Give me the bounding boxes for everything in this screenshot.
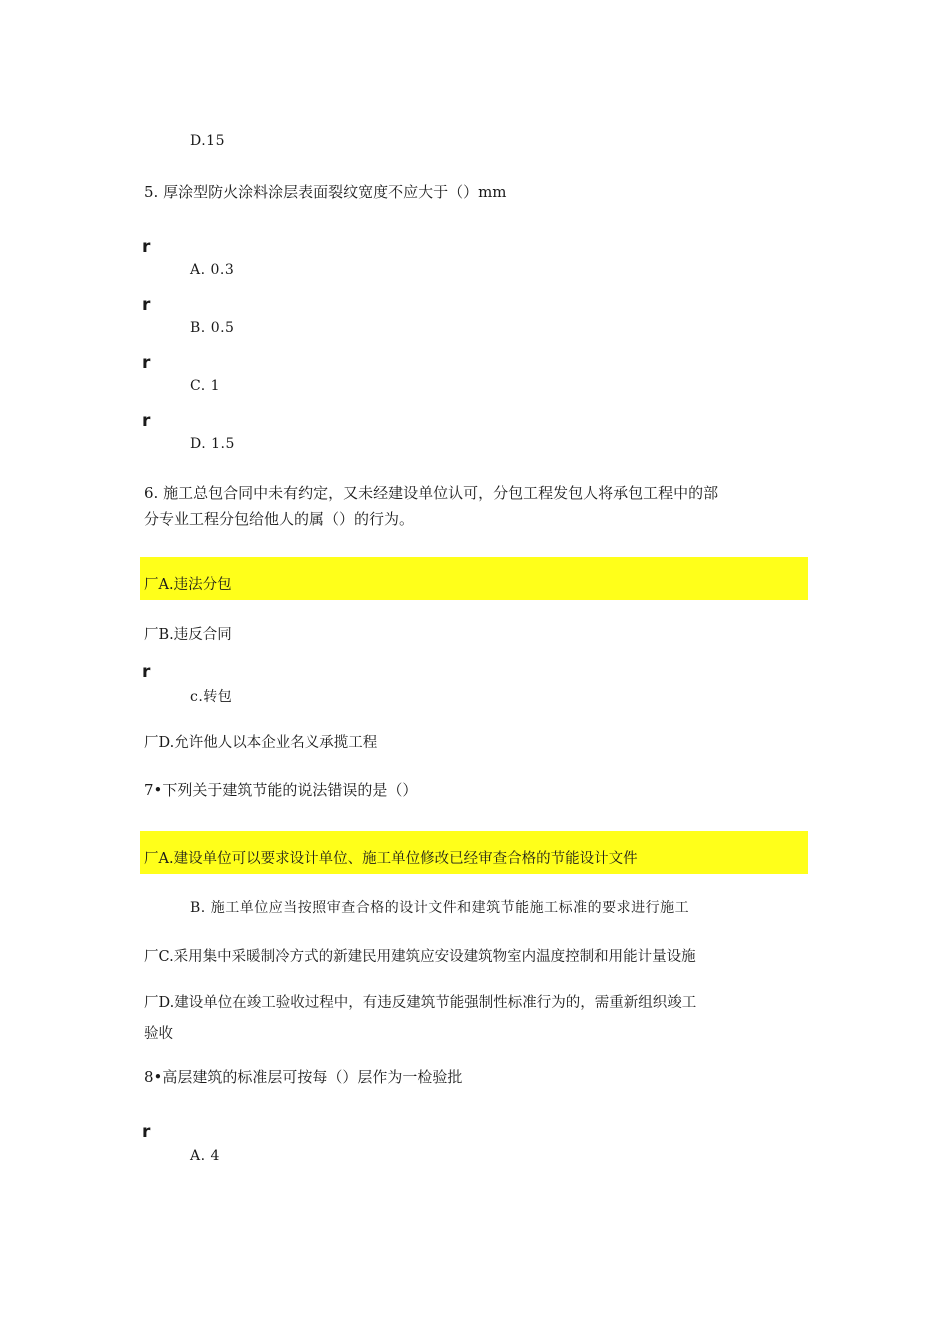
question-6-line-1: 6. 施工总包合同中未有约定，又未经建设单位认可，分包工程发包人将承包工程中的部 [144,484,719,502]
radio-icon[interactable]: r [142,411,151,431]
q7-option-d-line-2[interactable]: 验收 [144,1026,173,1042]
q5-option-a[interactable]: A. 0.3 [190,262,235,278]
q6-option-c[interactable]: c.转包 [190,689,233,705]
q5-option-c[interactable]: C. 1 [190,378,221,394]
question-7: 7•下列关于建筑节能的说法错误的是（） [144,781,418,799]
q7-option-a[interactable]: 厂A.建设单位可以要求设计单位、施工单位修改已经审查合格的节能设计文件 [144,851,638,867]
q6-option-d[interactable]: 厂D.允许他人以本企业名义承揽工程 [144,735,378,751]
radio-icon[interactable]: r [142,237,151,257]
radio-icon[interactable]: r [142,1122,151,1142]
highlight-q6-a [140,557,808,600]
question-8: 8•高层建筑的标准层可按每（）层作为一检验批 [144,1068,463,1086]
question-5: 5. 厚涂型防火涂料涂层表面裂纹宽度不应大于（）mm [144,183,507,201]
q6-option-a[interactable]: 厂A.违法分包 [144,577,232,593]
q7-option-c[interactable]: 厂C.采用集中采暖制冷方式的新建民用建筑应安设建筑物室内温度控制和用能计量设施 [144,949,696,965]
q4-option-d[interactable]: D.15 [190,133,225,149]
q7-option-d-line-1[interactable]: 厂D.建设单位在竣工验收过程中，有违反建筑节能强制性标准行为的，需重新组织竣工 [144,995,697,1011]
q8-option-a[interactable]: A. 4 [190,1148,220,1164]
q7-option-b[interactable]: B. 施工单位应当按照审查合格的设计文件和建筑节能施工标准的要求进行施工 [190,900,690,916]
q6-option-b[interactable]: 厂B.违反合同 [144,627,232,643]
radio-icon[interactable]: r [142,662,151,682]
q5-option-d[interactable]: D. 1.5 [190,436,235,452]
radio-icon[interactable]: r [142,353,151,373]
question-6-line-2: 分专业工程分包给他人的属（）的行为。 [144,510,415,528]
radio-icon[interactable]: r [142,295,151,315]
q5-option-b[interactable]: B. 0.5 [190,320,235,336]
